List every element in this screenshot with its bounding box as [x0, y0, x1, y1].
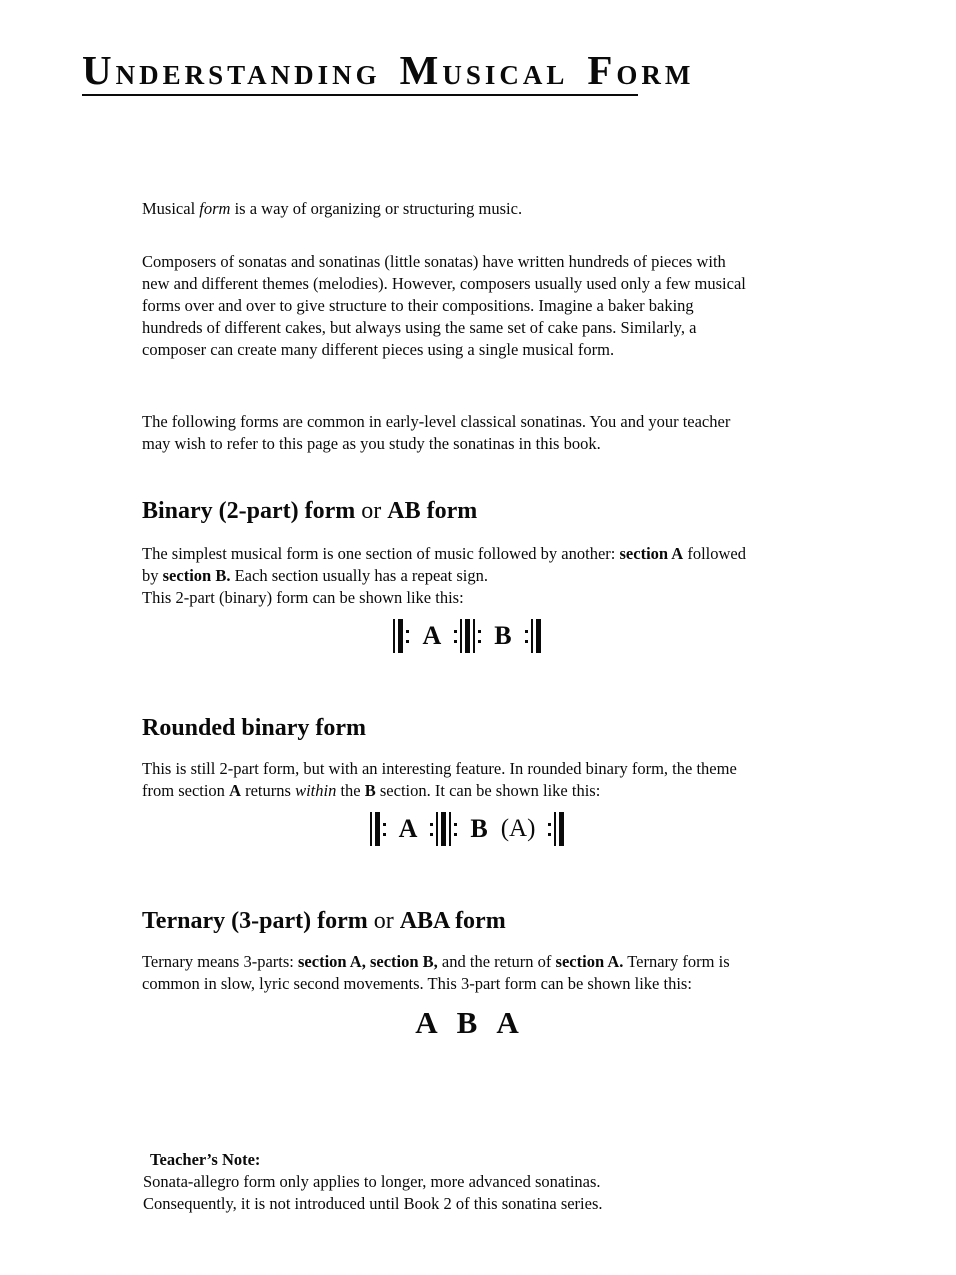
rounded-binary-form-notation: [142, 808, 792, 850]
teachers-note-line: Sonata-allegro form only applies to longer, more advanced sonatinas.: [143, 1172, 601, 1191]
paragraph-line: from section A returns within the B section. It can be shown like this:: [142, 781, 601, 800]
binary-form-notation: [142, 615, 792, 657]
notation-letter: A: [496, 1005, 519, 1040]
paragraph-line: This is still 2-part form, but with an interesting feature. In rounded binary form, the theme: [142, 759, 737, 778]
teachers-note: [143, 1149, 603, 1215]
paragraph-line: may wish to refer to this page as you study the sonatinas in this book.: [142, 434, 601, 453]
notation-letter: B: [494, 621, 512, 650]
paragraph-line: hundreds of different cakes, but always using the same set of cake pans. Similarly, a: [142, 318, 697, 337]
paragraph-line: composer can create many different pieces using a single musical form.: [142, 340, 615, 359]
notation-letter: A: [415, 1005, 438, 1040]
paragraph-line: new and different themes (melodies). However, composers usually used only a few musical: [142, 274, 746, 293]
notation-letter: B: [456, 1005, 478, 1040]
end-repeat-sign-icon: [548, 811, 564, 847]
begin-repeat-sign-icon: [370, 811, 386, 847]
teachers-note-line: Consequently, it is not introduced until Book 2 of this sonatina series.: [143, 1194, 603, 1213]
teachers-note-heading: Teacher’s Note:: [150, 1150, 261, 1169]
notation-letter: B: [470, 814, 488, 843]
rounded-binary-paragraph: [142, 758, 802, 802]
paragraph-line: The simplest musical form is one section of music followed by another: section A followed: [142, 544, 746, 563]
notation-letter: A: [398, 814, 418, 843]
paragraph-line: Ternary means 3-parts: section A, section B, and the return of section A. Ternary form is: [142, 952, 730, 971]
title-word: UNDERSTANDING: [82, 47, 381, 93]
title-word: MUSICAL: [399, 47, 569, 93]
begin-repeat-sign-icon: [393, 618, 409, 654]
binary-section-paragraph: [142, 543, 802, 609]
binary-section-heading: Binary (2-part) form or AB form: [142, 498, 478, 524]
end-repeat-sign-icon: [525, 618, 541, 654]
paragraph-line: by section B. Each section usually has a repeat sign.: [142, 566, 488, 585]
paragraph-line: Musical form is a way of organizing or structuring music.: [142, 199, 523, 218]
notation-paren-letter: (A): [500, 815, 536, 842]
paragraph-line: Composers of sonatas and sonatinas (little sonatas) have written hundreds of pieces with: [142, 252, 726, 271]
intro-paragraph-3: [142, 411, 802, 455]
notation-letter: A: [422, 621, 442, 650]
paragraph-line: common in slow, lyric second movements. This 3-part form can be shown like this:: [142, 974, 692, 993]
double-repeat-sign-icon: [430, 811, 457, 847]
paragraph-line: This 2-part (binary) form can be shown like this:: [142, 588, 464, 607]
title-word: FORM: [587, 47, 695, 93]
rounded-binary-section-heading: Rounded binary form: [142, 715, 367, 741]
ternary-section-heading: Ternary (3-part) form or ABA form: [142, 908, 506, 934]
intro-paragraph-2: [142, 251, 802, 361]
paragraph-line: forms over and over to give structure to their compositions. Imagine a baker baking: [142, 296, 694, 315]
paragraph-line: The following forms are common in early-level classical sonatinas. You and your teacher: [142, 412, 731, 431]
title-underline-rule: [82, 94, 638, 96]
intro-paragraph-1: [142, 198, 802, 220]
double-repeat-sign-icon: [454, 618, 481, 654]
ternary-form-notation: [142, 1005, 792, 1041]
ternary-section-paragraph: [142, 951, 802, 995]
page-title: [82, 46, 709, 94]
